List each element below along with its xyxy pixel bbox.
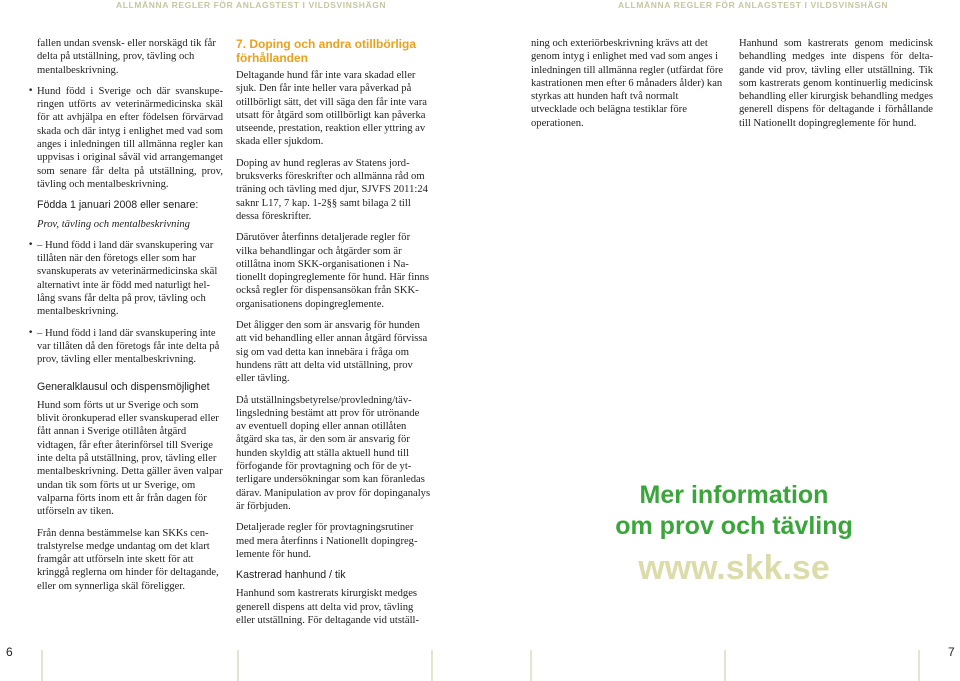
- page-tick-mark: [237, 650, 239, 681]
- doping-paragraph-3: Därutöver återfinns detaljerade regler för vilka behandlingar och åtgärder som är otillåtna inom SKK-organisationen i Nationellt dopingreglemente för hund. Här finns också regler för dispensansökan från SKK-organisationens dopingreglemente.: [236, 232, 429, 310]
- section-title: 7. Doping och andra otillbörliga förhållanden: [236, 37, 417, 65]
- kastrerad-heading: Kastrerad hanhund / tik: [236, 569, 346, 582]
- general-paragraph: Hund som förts ut ur Sverige och som blivit öronkuperad eller svanskuperad eller fått annan i Sverige otillåten åtgärd vidtagen, får efter återinförsel till Sverige inte delta på utställning, prov, tävling eller mentalbeskrivning. Detta gäller även valpar undan tik som förts ut ur Sverige, om valparna förts inom ett år från dagen för utförseln av tiken.: [37, 399, 223, 518]
- page-tick-mark: [431, 650, 433, 681]
- info-promo: [594, 480, 874, 590]
- bullet-text: Hund född i Sverige och där svanskuperingen utförts av veterinärmedicinska skäl för att avhjälpa en efter födelsen förvärvad skada och där intyg i enlighet med vad som anges i inledningen till allmänna regler kan uppvisas i original såväl vid arrangemanget som senare får delta på utställning, prov, tävling och mentalbeskrivning.: [37, 85, 223, 190]
- column-4: [739, 37, 933, 138]
- born-heading: Födda 1 januari 2008 eller senare:: [37, 199, 199, 212]
- column-3: [531, 37, 725, 138]
- column-1: [28, 37, 223, 601]
- intro-paragraph: fallen undan svensk- eller norskägd tik får delta på utställning, prov, tävling och mentalbeskrivning.: [37, 38, 216, 76]
- page-tick-mark: [918, 650, 920, 681]
- kastrerad-paragraph: Hanhund som kastrerats kirurgiskt medges generell dispens att delta vid prov, tävling eller utställning. För deltagande vid utställ-: [236, 588, 419, 626]
- promo-url-link[interactable]: www.skk.se: [638, 549, 830, 587]
- bullet-icon: •: [28, 239, 34, 250]
- bullet-paragraph-3: [28, 327, 223, 367]
- promo-line-1: Mer information: [639, 481, 829, 509]
- bullet-text: – Hund född i land där svanskupering var tillåten när den företogs eller som har svanskuperats av veterinärmedicinska skäl alternativt inte är född med naturligt hellång svans får delta på prov, tävling och mentalbeskrivning.: [37, 239, 218, 318]
- doping-paragraph-4: Det åligger den som är ansvarig för hunden att vid behandling eller annan åtgärd förvissa sig om vad detta kan innebära i fråga om hundens rätt att delta vid utställning, prov eller tävling.: [236, 320, 428, 385]
- bullet-icon: •: [28, 85, 34, 96]
- medical-castration-paragraph: Hanhund som kastrerats genom medicinsk behandling medges inte dispens för deltagande vid prov, tävling eller utställning. Tik som kastrerats genom kontinuerlig medicinsk behandling eller kirurgisk behandling medges generell dispens för deltagande i förhållande till Nationellt dopingreglemente för hund.: [739, 38, 933, 129]
- prov-subheading: Prov, tävling och mentalbeskrivning: [37, 218, 190, 230]
- doping-paragraph-5: Då utställningsbetyrelse/provledning/tävlingsledning bestämt att prov för utrönande av eventuell doping eller annan otillåten åtgärd ska tas, är den som är ansvarig för hunden skyldig att ställa aktuell hund till förfogande för provtagning och för de ytterligare undersökningar som kan föranledas därav. Manipulation av prov för dopinganalys är förbjuden.: [236, 394, 431, 512]
- running-header-left: ALLMÄNNA REGLER FÖR ANLAGSTEST I VILDSVINSHÄGN: [116, 0, 387, 10]
- skk-paragraph: Från denna bestämmelse kan SKKs centralstyrelse medge undantag om det klart framgår att utförseln inte skett för att kringgå reglerna om hinder för deltagande, eller om synnerliga skäl föreligger.: [37, 527, 219, 592]
- doping-paragraph-6: Detaljerade regler för provtagningsrutiner med mera återfinns i Nationellt dopingreglemente för hund.: [236, 522, 418, 560]
- running-header-right: ALLMÄNNA REGLER FÖR ANLAGSTEST I VILDSVINSHÄGN: [618, 0, 889, 10]
- page-tick-mark: [530, 650, 532, 681]
- page-number-right: 7: [948, 645, 955, 659]
- bullet-paragraph-2: [28, 239, 223, 319]
- page-number-left: 6: [6, 645, 13, 659]
- exterior-paragraph: ning och exteriörbeskrivning krävs att det genom intyg i enlighet med vad som anges i inledningen till allmänna regler (utfärdat före kastrationen men efter 6 månaders ålder) kan styrkas att hunden haft två normalt utvecklade och belägna testiklar före operationen.: [531, 38, 724, 129]
- page-tick-mark: [724, 650, 726, 681]
- general-heading: Generalklausul och dispensmöjlighet: [37, 380, 210, 393]
- doping-paragraph-1: Deltagande hund får inte vara skadad eller sjuk. Den får inte heller vara påverkad på otillbörligt sätt, det vill säga den får inte vara utsatt för åtgärd som otillbörligt kan påverka utseende, prestation, reaktion eller yttring av skada eller sjukdom.: [236, 70, 427, 148]
- column-2: [236, 37, 431, 635]
- page-tick-mark: [41, 650, 43, 681]
- doping-paragraph-2: Doping av hund regleras av Statens jordbruksverks föreskrifter och allmänna råd om träning och tävling med djur, SJVFS 2011:24 saknr L17, 7 kap. 1-2§§ samt bilaga 2 till dessa föreskrifter.: [236, 157, 428, 222]
- bullet-paragraph-1: [28, 85, 223, 191]
- bullet-text: – Hund född i land där svanskupering inte var tillåten då den företogs får inte delta på prov, tävling eller mentalbeskrivning.: [37, 327, 220, 366]
- bullet-icon: •: [28, 327, 34, 338]
- promo-line-2: om prov och tävling: [615, 512, 853, 540]
